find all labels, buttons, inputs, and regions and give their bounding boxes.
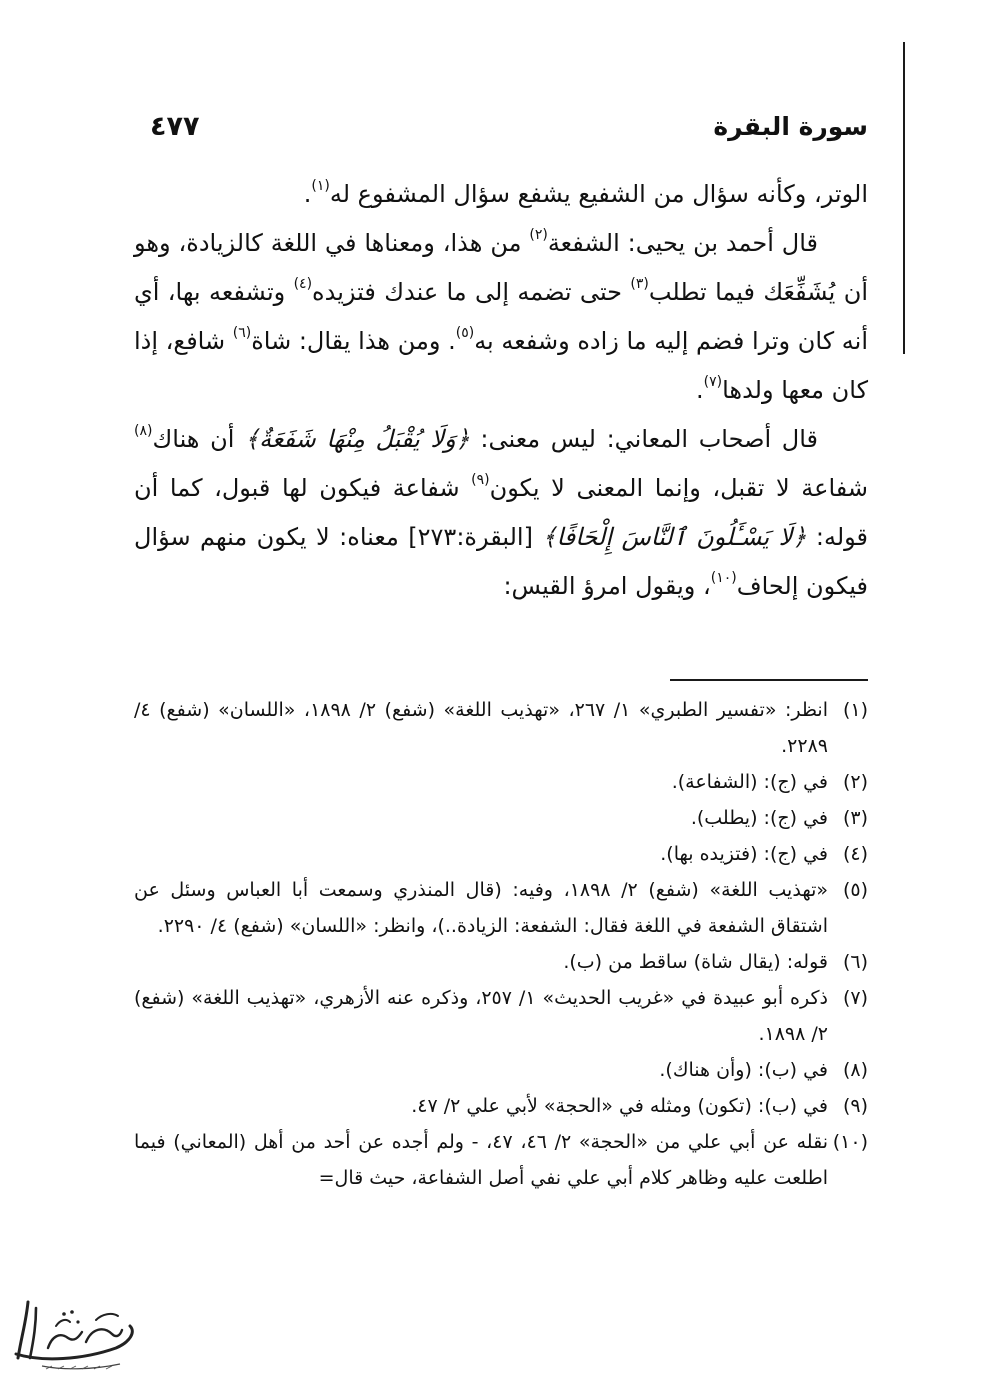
footnote-number: (٩) bbox=[842, 1095, 868, 1117]
text-run: شفاعة فيكون لها قبول، كما أن قوله: bbox=[134, 474, 869, 551]
footnote-text: «تهذيب اللغة» (شفع) ٢/ ١٨٩٨، وفيه: (قال المنذري وسمعت أبا العباس وسئل عن اشتقاق الشفعة في اللغة فقال: الشفعة: الزيادة..)، وانظر: «اللسان» (شفع) ٤/ ٢٢٩٠. bbox=[134, 879, 828, 937]
footnote-item bbox=[134, 944, 868, 980]
text-run: الوتر، وكأنه سؤال من الشفيع يشفع سؤال المشفوع له bbox=[329, 180, 868, 208]
footnote-text: في (ج): (يطلب). bbox=[690, 807, 828, 829]
text-run: قال أصحاب المعاني: ليس معنى: bbox=[469, 425, 819, 453]
footnote-marker: (٧) bbox=[703, 374, 723, 390]
text-run: ، ويقول امرؤ القيس: bbox=[503, 572, 711, 600]
publisher-stamp-logo bbox=[12, 1292, 142, 1372]
footnote-marker: (٥) bbox=[455, 325, 475, 341]
footnote-text: نقله عن أبي علي من «الحجة» ٢/ ٤٦، ٤٧، - ولم أجده عن أحد من أهل (المعاني) فيما اطلعت عليه وظاهر كلام أبي علي نفي أصل الشفاعة، حيث قال= bbox=[134, 1131, 828, 1189]
footnote-item bbox=[134, 1088, 868, 1124]
footnote-text: في (ج): (الشفاعة). bbox=[671, 771, 828, 793]
footnote-marker: (٩) bbox=[471, 472, 490, 488]
footnote-item bbox=[134, 800, 868, 836]
footnote-text: ذكره أبو عبيدة في «غريب الحديث» ١/ ٢٥٧، وذكره عنه الأزهري، «تهذيب اللغة» (شفع) ٢/ ١٨٩٨. bbox=[134, 987, 829, 1045]
footnote-text: قوله: (يقال شاة) ساقط من (ب). bbox=[563, 951, 828, 973]
footnote-text: في (ب): (تكون) ومثله في «الحجة» لأبي علي ٢/ ٤٧. bbox=[411, 1095, 828, 1117]
footnote-text: في (ب): (وأن هناك). bbox=[659, 1059, 828, 1081]
page-number: ٤٧٧ bbox=[150, 111, 200, 142]
footnotes bbox=[134, 692, 868, 1196]
footnote-item bbox=[134, 836, 868, 872]
footnote-number: (٨) bbox=[842, 1059, 868, 1081]
footnote-marker: (١) bbox=[311, 178, 330, 194]
footnote-item bbox=[134, 692, 868, 764]
text-run: قال أحمد بن يحيى: الشفعة bbox=[547, 229, 818, 257]
text-run: حتى تضمه إلى ما عندك فتزيده bbox=[312, 278, 631, 306]
body-paragraph bbox=[134, 219, 868, 415]
text-run: من هذا، ومعناها في اللغة كالزيادة، وهو أن يُشَفِّعَك فيما تطلب bbox=[134, 229, 869, 306]
main-text bbox=[134, 170, 868, 611]
body-paragraph bbox=[134, 170, 868, 219]
text-run: شفاعة لا تقبل، وإنما المعنى لا يكون bbox=[489, 474, 869, 502]
footnote-marker: (٢) bbox=[529, 227, 548, 243]
text-run: . ومن هذا يقال: شاة bbox=[251, 327, 456, 355]
footnote-item bbox=[134, 980, 868, 1052]
footnote-number: (١) bbox=[842, 699, 868, 721]
footnote-number: (٦) bbox=[842, 951, 868, 973]
footnote-marker: (٤) bbox=[293, 276, 313, 292]
footnote-text: في (ج): (فتزيده بها). bbox=[660, 843, 828, 865]
text-run: [البقرة:٢٧٣] معناه: لا يكون منهم سؤال فيكون إلحاف bbox=[134, 523, 868, 600]
text-run: . bbox=[303, 180, 312, 208]
quran-quote: ﴿وَلَا يُقْبَلُ مِنْهَا شَفَعَةٌ﴾ bbox=[245, 425, 470, 453]
footnote-text: انظر: «تفسير الطبري» ١/ ٢٦٧، «تهذيب اللغة» (شفع) ٢/ ١٨٩٨، «اللسان» (شفع) ٤/ ٢٢٨٩. bbox=[134, 699, 828, 757]
footnote-marker: (١٠) bbox=[710, 570, 737, 586]
surah-title: سورة البقرة bbox=[713, 112, 868, 141]
body-paragraph bbox=[134, 415, 868, 611]
footnote-number: (٥) bbox=[842, 879, 868, 901]
footnote-item bbox=[134, 764, 868, 800]
footnote-marker: (٦) bbox=[232, 325, 252, 341]
text-run: وتشفعه بها، أي أنه كان وترا فضم إليه ما زاده وشفعه به bbox=[134, 278, 868, 355]
footnote-item bbox=[134, 1052, 868, 1088]
footnote-number: (٢) bbox=[842, 771, 868, 793]
text-run: أن هناك bbox=[152, 425, 246, 453]
quran-quote: ﴿لَا يَسْـَٔلُونَ ٱلنَّاسَ إِلْحَافًا﴾ bbox=[542, 523, 807, 551]
footnote-number: (٤) bbox=[842, 843, 868, 865]
footnote-marker: (٣) bbox=[630, 276, 649, 292]
text-run: . bbox=[695, 376, 704, 404]
footnote-item bbox=[134, 1124, 868, 1196]
text-run: شافع، إذا كان معها ولدها bbox=[134, 327, 868, 404]
footnote-separator bbox=[670, 679, 868, 681]
footnote-item bbox=[134, 872, 868, 944]
footnote-marker: (٨) bbox=[134, 423, 153, 439]
footnote-number: (١٠) bbox=[832, 1131, 868, 1153]
footnote-number: (٣) bbox=[842, 807, 868, 829]
margin-vertical-rule bbox=[903, 42, 905, 354]
footnote-number: (٧) bbox=[842, 987, 868, 1009]
